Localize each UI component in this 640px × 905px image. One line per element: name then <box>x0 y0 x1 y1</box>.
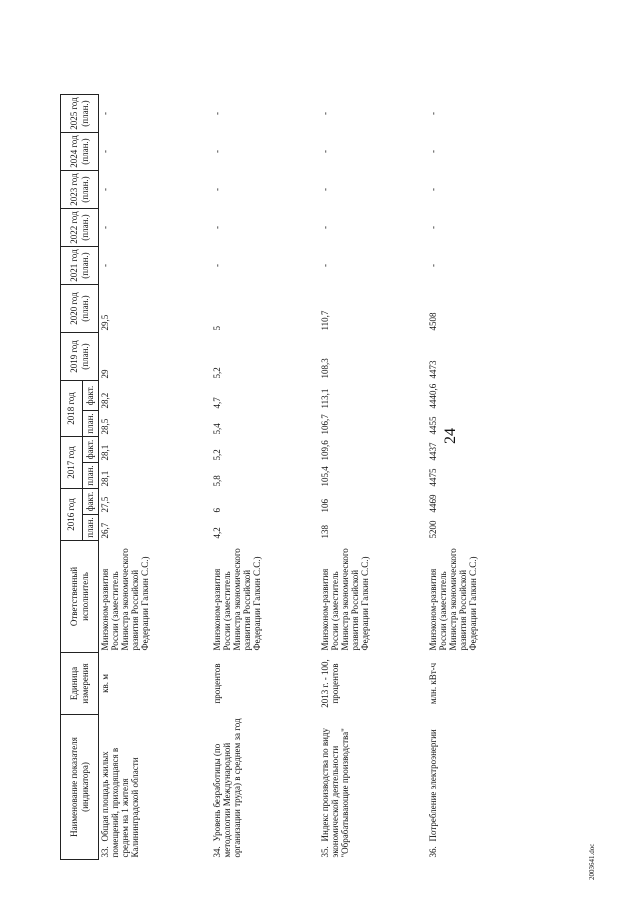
value-cell: 4440,6 <box>427 383 438 409</box>
value-cell: 4508 <box>427 312 438 331</box>
value-cell: 27,5 <box>100 496 110 513</box>
value-cell: 109,6 <box>319 440 330 461</box>
header-unit: Единица измерения <box>61 653 99 715</box>
value-cell: 26,7 <box>100 522 110 539</box>
indicator-name: Уровень безработицы (по методологии Международной организации труда) в среднем за год <box>211 718 242 858</box>
value-cell: - <box>211 150 222 153</box>
rotated-page <box>40 20 600 880</box>
value-cell: - <box>211 188 222 191</box>
value-cell: - <box>319 188 330 191</box>
value-cell: 113,1 <box>319 388 330 409</box>
subheader-fact: факт. <box>83 381 99 411</box>
value-cell: 28,5 <box>100 418 110 435</box>
value-cell: 106 <box>319 499 330 513</box>
header-2024: 2024 год (план.) <box>61 133 99 171</box>
indicator-name: Индекс производства по виду экономической деятельности "Обрабатывающие производства" <box>319 728 350 858</box>
header-name: Наименование показателя (индикатора) <box>61 715 99 860</box>
unit-cell: процентов <box>211 663 222 704</box>
value-cell: 4469 <box>427 494 438 513</box>
table-body <box>99 95 535 860</box>
subheader-plan: план. <box>83 515 99 541</box>
indicators-table <box>60 94 535 860</box>
page-number: 24 <box>442 428 459 444</box>
value-cell: - <box>427 112 438 115</box>
value-cell: 5 <box>211 326 222 331</box>
value-cell: - <box>100 188 110 191</box>
value-cell: - <box>319 226 330 229</box>
row-number: 35. <box>319 846 330 858</box>
indicator-name-cell <box>211 715 319 860</box>
row-number: 33. <box>100 846 110 858</box>
table-row <box>99 95 211 860</box>
indicator-name: Потребление электроэнергии <box>427 729 438 842</box>
responsible-cell: Минэконом-развития России (заместитель Министра экономического развития Российской Федерации Галкин С.С.) <box>427 548 478 651</box>
value-cell: - <box>100 226 110 229</box>
value-cell: - <box>211 226 222 229</box>
subheader-fact: факт. <box>83 489 99 515</box>
value-cell: - <box>319 264 330 267</box>
header-2025: 2025 год (план.) <box>61 95 99 133</box>
value-cell: 4455 <box>427 416 438 435</box>
unit-cell: 2013 г. - 100, процентов <box>319 659 340 708</box>
value-cell: 5200 <box>427 520 438 539</box>
value-cell: - <box>211 264 222 267</box>
value-cell: - <box>319 112 330 115</box>
responsible-cell: Минэконом-развития России (заместитель Министра экономического развития Российской Федерации Галкин С.С.) <box>319 548 370 651</box>
indicator-name-cell <box>319 715 427 860</box>
table-header <box>61 95 99 860</box>
unit-cell: млн. кВт-ч <box>427 662 438 705</box>
responsible-cell: Минэконом-развития России (заместитель Министра экономического развития Российской Федерации Галкин С.С.) <box>211 548 262 651</box>
value-cell: 5,4 <box>211 423 222 435</box>
value-cell: - <box>100 150 110 153</box>
value-cell: 106,7 <box>319 414 330 435</box>
value-cell: 29,5 <box>100 314 110 331</box>
header-2019: 2019 год (план.) <box>61 333 99 381</box>
unit-cell: кв. м <box>100 674 110 693</box>
value-cell: 105,4 <box>319 466 330 487</box>
subheader-plan: план. <box>83 463 99 489</box>
header-2018: 2018 год <box>61 381 83 437</box>
value-cell: 110,7 <box>319 310 330 331</box>
table-row <box>427 95 535 860</box>
indicator-name: Общая площадь жилых помещений, приходящаяся в среднем на 1 жителя Калининградской области <box>100 747 141 858</box>
row-number: 36. <box>427 846 438 858</box>
document-id: 2003641.doc <box>588 843 596 880</box>
value-cell: 138 <box>319 525 330 539</box>
value-cell: 28,1 <box>100 470 110 487</box>
row-number: 34. <box>211 846 222 858</box>
subheader-fact: факт. <box>83 437 99 463</box>
table-row <box>211 95 319 860</box>
value-cell: - <box>427 226 438 229</box>
indicator-name-cell <box>99 715 211 860</box>
value-cell: 5,2 <box>211 449 222 461</box>
header-2020: 2020 год (план.) <box>61 285 99 333</box>
value-cell: 4437 <box>427 442 438 461</box>
header-responsible: Ответственный исполнитель <box>61 541 99 653</box>
value-cell: 28,2 <box>100 392 110 409</box>
value-cell: 4475 <box>427 468 438 487</box>
value-cell: 5,2 <box>211 367 222 379</box>
value-cell: 4,7 <box>211 397 222 409</box>
value-cell: 4,2 <box>211 527 222 539</box>
value-cell: 28,1 <box>100 444 110 461</box>
indicator-name-cell <box>427 715 535 860</box>
value-cell: - <box>100 264 110 267</box>
header-2023: 2023 год (план.) <box>61 171 99 209</box>
value-cell: - <box>427 264 438 267</box>
value-cell: 4473 <box>427 360 438 379</box>
table-row <box>319 95 427 860</box>
value-cell: 29 <box>100 369 110 379</box>
responsible-cell: Минэконом-развития России (заместитель Министра экономического развития Российской Федерации Галкин С.С.) <box>100 548 151 651</box>
value-cell: 5,8 <box>211 475 222 487</box>
subheader-plan: план. <box>83 411 99 437</box>
value-cell: 6 <box>211 508 222 513</box>
value-cell: - <box>319 150 330 153</box>
header-2017: 2017 год <box>61 437 83 489</box>
value-cell: - <box>211 112 222 115</box>
value-cell: - <box>427 150 438 153</box>
value-cell: 108,3 <box>319 358 330 379</box>
header-2016: 2016 год <box>61 489 83 541</box>
value-cell: - <box>100 112 110 115</box>
header-2022: 2022 год (план.) <box>61 209 99 247</box>
value-cell: - <box>427 188 438 191</box>
header-2021: 2021 год (план.) <box>61 247 99 285</box>
